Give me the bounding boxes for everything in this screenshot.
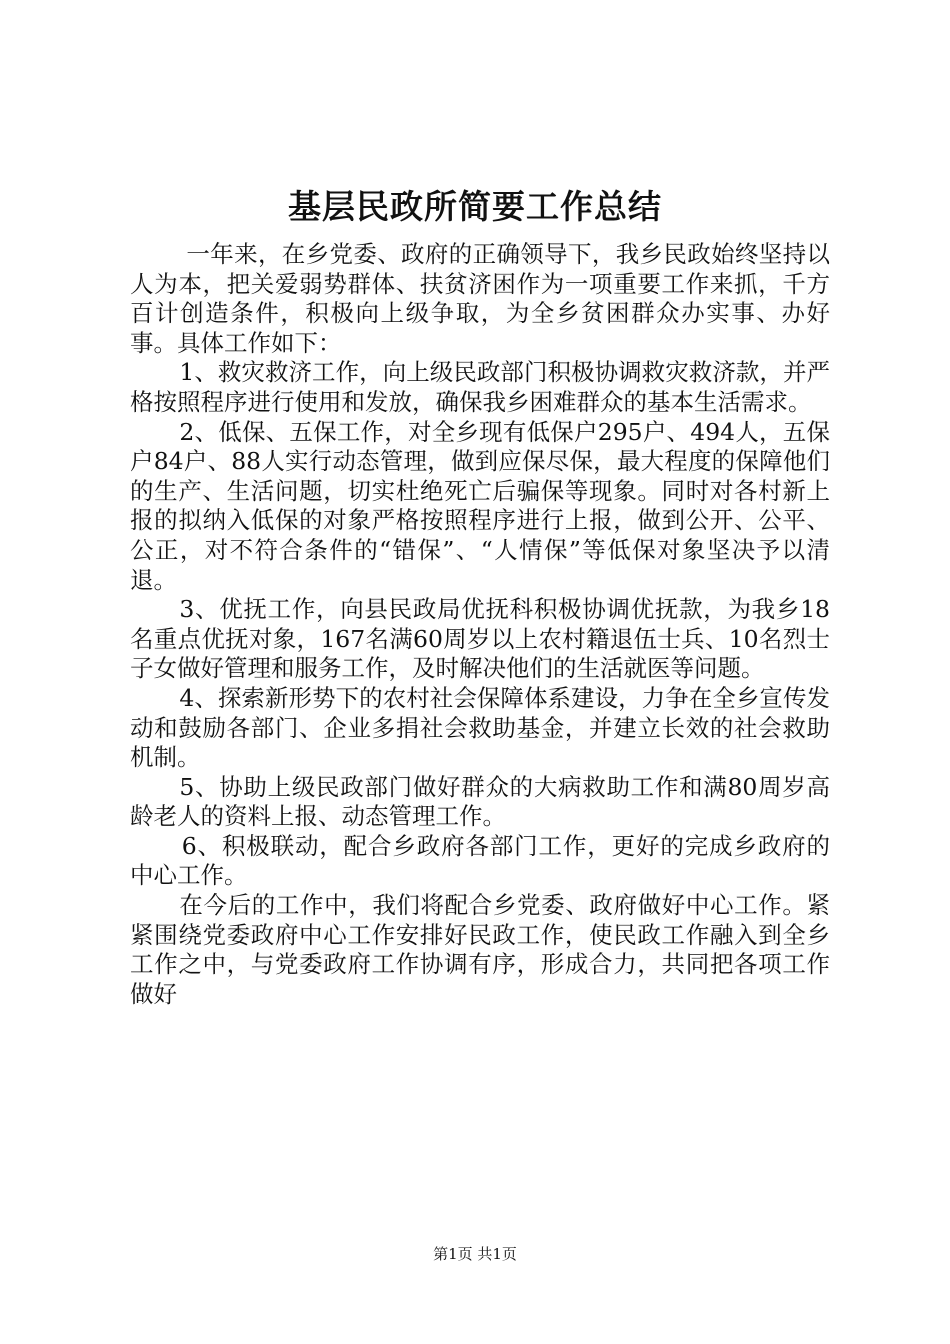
document-body — [130, 240, 830, 1009]
document-title: 基层民政所简要工作总结 — [288, 187, 662, 226]
item-5-paragraph: 5、协助上级民政部门做好群众的大病救助工作和满80周岁高龄老人的资料上报、动态管理工作。 — [130, 772, 830, 831]
item-6-paragraph: 6、积极联动，配合乡政府各部门工作，更好的完成乡政府的中心工作。 — [130, 831, 830, 890]
item-2-paragraph: 2、低保、五保工作，对全乡现有低保户295户、494人，五保户84户、88人实行动态管理，做到应保尽保，最大程度的保障他们的生产、生活问题，切实杜绝死亡后骗保等现象。同时对各村新上报的拟纳入低保的对象严格按照程序进行上报，做到公开、公平、公正，对不符合条件的“错保”、“人情保”等低保对象坚决予以清退。 — [130, 417, 830, 594]
intro-paragraph: 一年来，在乡党委、政府的正确领导下，我乡民政始终坚持以人为本，把关爱弱势群体、扶贫济困作为一项重要工作来抓，千方百计创造条件，积极向上级争取，为全乡贫困群众办实事、办好事。具体工作如下： — [130, 240, 830, 357]
closing-paragraph: 在今后的工作中，我们将配合乡党委、政府做好中心工作。紧紧围绕党委政府中心工作安排好民政工作，使民政工作融入到全乡工作之中，与党委政府工作协调有序，形成合力，共同把各项工作做好 — [130, 891, 830, 1008]
item-1-paragraph: 1、救灾救济工作，向上级民政部门积极协调救灾救济款，并严格按照程序进行使用和发放，确保我乡困难群众的基本生活需求。 — [130, 358, 830, 416]
page-footer: 第1页 共1页 — [433, 1245, 517, 1263]
item-4-paragraph: 4、探索新形势下的农村社会保障体系建设，力争在全乡宣传发动和鼓励各部门、企业多捐社会救助基金，并建立长效的社会救助机制。 — [130, 683, 830, 772]
item-3-paragraph: 3、优抚工作，向县民政局优抚科积极协调优抚款，为我乡18名重点优抚对象，167名满60周岁以上农村籍退伍士兵、10名烈士子女做好管理和服务工作，及时解决他们的生活就医等问题。 — [130, 595, 830, 683]
